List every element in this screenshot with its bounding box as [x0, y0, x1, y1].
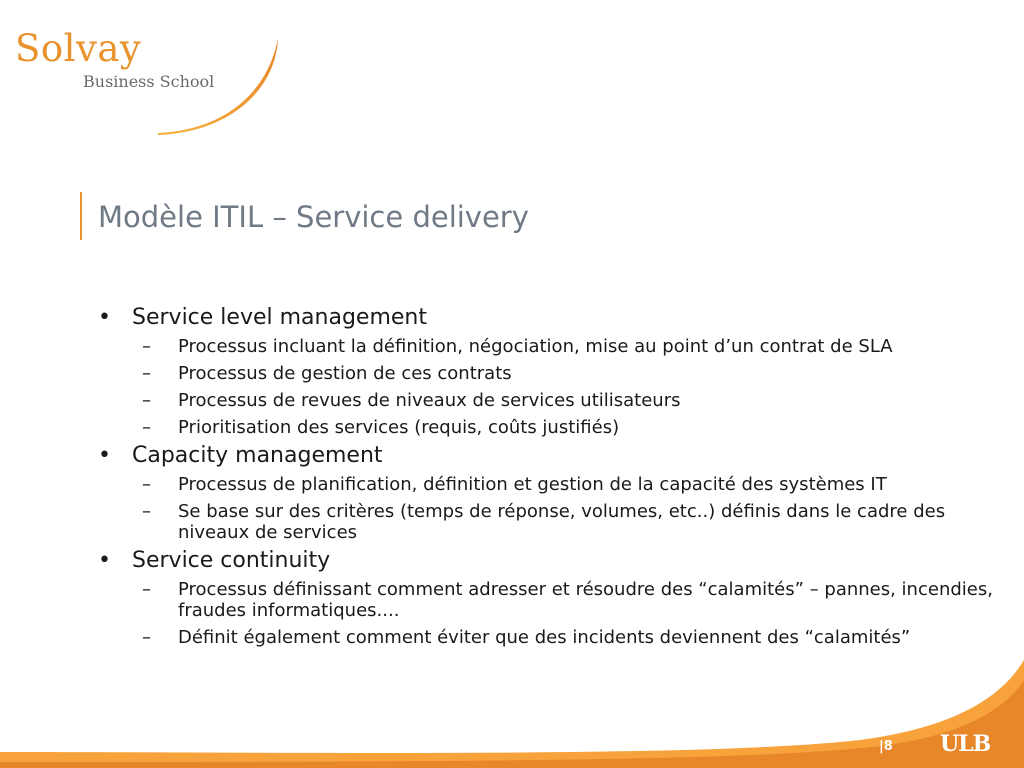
bullet-icon: •	[98, 443, 111, 468]
bullet-text: Service level management	[132, 305, 427, 330]
title-accent-bar	[80, 192, 82, 240]
sub-bullet-item	[98, 501, 998, 543]
dash-icon: –	[142, 501, 151, 522]
sub-bullet-item	[98, 579, 998, 621]
dash-icon: –	[142, 627, 151, 648]
sub-bullet-item	[98, 336, 998, 357]
ulb-logo: ULB	[940, 731, 991, 757]
sub-bullet-item	[98, 474, 998, 495]
bullet-icon: •	[98, 305, 111, 330]
bullet-text: Capacity management	[132, 443, 383, 468]
sub-bullet-text: Processus définissant comment adresser et résoudre des “calamités” – pannes, incendies, fraudes informatiques....	[178, 579, 993, 621]
sub-bullet-text: Se base sur des critères (temps de réponse, volumes, etc..) définis dans le cadre des niveaux de services	[178, 501, 946, 543]
solvay-logo	[0, 0, 300, 150]
dash-icon: –	[142, 390, 151, 411]
dash-icon: –	[142, 363, 151, 384]
dash-icon: –	[142, 474, 151, 495]
bullet-text: Service continuity	[132, 548, 331, 573]
logo-name: Solvay	[15, 27, 142, 70]
bullet-item	[98, 547, 998, 575]
dash-icon: –	[142, 336, 151, 357]
bullet-item	[98, 442, 998, 470]
sub-bullet-text: Processus de revues de niveaux de services utilisateurs	[178, 390, 681, 411]
bullet-item	[98, 304, 998, 332]
sub-bullet-text: Processus de planification, définition et gestion de la capacité des systèmes IT	[178, 474, 887, 495]
sub-bullet-item	[98, 363, 998, 384]
sub-bullet-text: Définit également comment éviter que des incidents deviennent des “calamités”	[178, 627, 911, 648]
footer-wave	[0, 640, 1024, 768]
dash-icon: –	[142, 417, 151, 438]
slide-content	[98, 304, 998, 648]
bullet-icon: •	[98, 548, 111, 573]
slide-title: Modèle ITIL – Service delivery	[98, 200, 529, 234]
page-number: |8	[879, 739, 893, 754]
sub-bullet-text: Prioritisation des services (requis, coûts justifiés)	[178, 417, 620, 438]
sub-bullet-text: Processus incluant la définition, négociation, mise au point d’un contrat de SLA	[178, 336, 893, 357]
sub-bullet-text: Processus de gestion de ces contrats	[178, 363, 512, 384]
sub-bullet-item	[98, 390, 998, 411]
sub-bullet-item	[98, 417, 998, 438]
dash-icon: –	[142, 579, 151, 600]
logo-subtitle: Business School	[83, 72, 215, 91]
